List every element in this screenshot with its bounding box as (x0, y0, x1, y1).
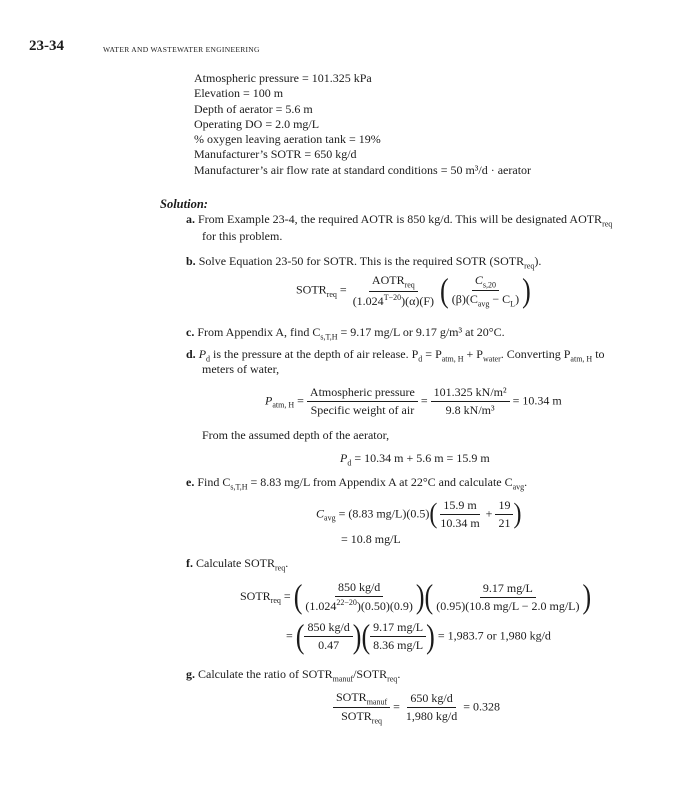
denominator: (1.024 (352, 293, 384, 308)
fraction (307, 385, 418, 418)
step-text: to (592, 347, 605, 361)
given-item: Manufacturer’s SOTR = 650 kg/d (194, 147, 357, 162)
step-text: . Converting P (500, 347, 571, 361)
given-list (194, 71, 531, 178)
step-label: f. (186, 556, 193, 570)
subscript: atm, H (570, 354, 593, 364)
subscript: atm, H (272, 400, 295, 410)
denominator: 21 (498, 516, 511, 530)
given-item: Manufacturer’s air flow rate at standard conditions = 50 m³/d · aerator (194, 162, 532, 177)
step-label: d. (186, 347, 196, 361)
step-text: Calculate SOTR (196, 556, 275, 570)
subscript: req (602, 219, 613, 229)
numerator: C (474, 273, 483, 287)
step-text: Calculate the ratio of SOTR (198, 667, 333, 681)
step-text: From Appendix A, find C (197, 325, 321, 339)
step-g (186, 667, 400, 686)
fraction (370, 620, 426, 653)
step-c (186, 325, 505, 344)
step-label: c. (186, 325, 195, 339)
solution-heading: Solution: (160, 197, 208, 211)
page-number: 23-34 (29, 38, 64, 54)
equation-f1: $SOTR_{req}$ = ( $\frac{850 kg/d}{(1.024^{22-20})(0.50)(0.9)}$ )( $\frac{9.17 mg/L}{(0.95)(10.8 mg/L - 2.0 mg/L)}$ ) (240, 577, 592, 616)
subscript: manuf (366, 697, 388, 707)
subscript: req (404, 280, 415, 290)
step-e (186, 475, 527, 494)
denominator: (β)(C (451, 292, 478, 307)
step-text: ). (534, 254, 542, 268)
subscript: avg (477, 299, 490, 309)
eq-result: = 10.34 m (512, 393, 562, 408)
fraction (350, 273, 437, 308)
denominator: )(α)(F) (401, 293, 435, 308)
step-label: g. (186, 667, 195, 681)
step-text: /SOTR (353, 667, 388, 681)
fraction (403, 691, 460, 724)
numerator: AOTR (371, 273, 405, 288)
equation-e: $C_{avg} = (8.83$ mg/L)(0.5)( $\frac{15.9 m}{10.34 m}$ + $\frac{19}{21}$ ) (316, 498, 522, 530)
step-text: is the pressure at the depth of air release. P (210, 347, 419, 361)
fraction (495, 498, 513, 531)
step-text: P (198, 347, 207, 361)
step-text: = 9.17 mg/L or 9.17 g/m³ at 20°C. (337, 325, 505, 339)
subscript: s,20 (482, 280, 496, 290)
subscript: s,T,H (230, 482, 248, 492)
numerator: 850 kg/d (335, 580, 383, 597)
eq-rhs: = 10.34 m + 5.6 m = 15.9 m (354, 451, 490, 465)
denominator: )(0.50)(0.9) (356, 599, 413, 613)
subscript: manuf (332, 674, 354, 684)
fraction (304, 620, 352, 653)
step-text: From Example 23-4, the required AOTR is 850 kg/d. This will be designated AOTR (198, 212, 603, 226)
eq-result: = 1,983.7 or 1,980 kg/d (437, 628, 551, 643)
step-text: = P (422, 347, 442, 361)
numerator: Atmospheric pressure (307, 385, 418, 402)
fraction (437, 498, 482, 531)
numerator: 650 kg/d (407, 691, 455, 708)
numerator: 9.17 mg/L (480, 581, 536, 598)
subscript: avg (512, 482, 525, 492)
superscript: T−20 (383, 292, 402, 302)
equation-e-result: = 10.8 mg/L (341, 532, 401, 546)
equation-g: $\frac{SOTR_{manuf}}{SOTR_{req}}$ = $\frac{650 kg/d}{1,980 kg/d}$ = 0.328 (333, 690, 500, 726)
fraction (333, 690, 390, 726)
eq-result: = 0.328 (463, 699, 501, 714)
step-label: e. (186, 475, 195, 489)
step-text: = 8.83 mg/L from Appendix A at 22°C and calculate C (247, 475, 513, 489)
fraction (431, 385, 510, 418)
step-b (186, 254, 541, 273)
denominator: (0.95)(10.8 mg/L − 2.0 mg/L) (436, 598, 580, 613)
subscript: s,T,H (320, 332, 338, 342)
superscript: 22−20 (336, 598, 357, 607)
step-text: . (397, 667, 401, 681)
subscript: water (482, 354, 501, 364)
given-item: Atmospheric pressure = 101.325 kPa (194, 71, 372, 85)
fraction (302, 580, 416, 614)
subscript: atm, H (441, 354, 464, 364)
subscript: d (418, 354, 423, 364)
given-item: Depth of aerator = 5.6 m (194, 101, 313, 116)
eq-lhs: P (340, 451, 348, 465)
numerator: 9.17 mg/L (370, 620, 426, 637)
step-a-cont: for this problem. (202, 229, 283, 243)
fraction (449, 273, 522, 309)
equation-d: $P_{atm, H}$ = $\frac{\text{Atmospheric pressure}}{\text{Specific weight of air}}$ = $\frac{\text{101.325 kN/m²}}{\text{9.8 kN/m³}}$ = 10.34 m (265, 385, 562, 417)
subscript: d (347, 458, 352, 468)
step-text: + P (463, 347, 483, 361)
subscript: d (206, 354, 211, 364)
running-title: WATER AND WASTEWATER ENGINEERING (103, 45, 260, 54)
denominator: 0.47 (318, 638, 340, 652)
denominator: Specific weight of air (310, 403, 415, 417)
step-text: Find C (197, 475, 231, 489)
step-text: . (285, 556, 289, 570)
step-d-cont: meters of water, (202, 362, 280, 376)
denominator: − C (489, 292, 511, 307)
step-text: . (524, 475, 528, 489)
numerator: 19 (495, 498, 513, 515)
eq-lhs: C (316, 506, 325, 521)
step-label: b. (186, 254, 196, 268)
denominator: 8.36 mg/L (373, 638, 424, 652)
numerator: SOTR (336, 690, 367, 704)
eq-lhs: SOTR (240, 588, 271, 603)
step-text: Solve Equation 23-50 for SOTR. This is the required SOTR (SOTR (198, 254, 525, 268)
numerator: 15.9 m (440, 498, 479, 515)
subscript: L (510, 299, 516, 309)
given-item: Elevation = 100 m (194, 86, 284, 101)
denominator: ) (515, 292, 520, 307)
eq-lhs: SOTR (296, 282, 327, 297)
given-item: % oxygen leaving aeration tank = 19% (194, 132, 381, 147)
step-d-note: From the assumed depth of the aerator, (202, 428, 390, 442)
subscript: req (524, 261, 535, 271)
subscript: req (270, 596, 281, 606)
subscript: avg (324, 513, 336, 523)
denominator: 1,980 kg/d (405, 709, 458, 724)
numerator: 850 kg/d (304, 620, 352, 637)
subscript: req (387, 674, 398, 684)
given-item: Operating DO = 2.0 mg/L (194, 116, 320, 131)
subscript: req (371, 716, 383, 726)
eq-lhs: P (265, 393, 273, 408)
denominator: (1.024 (305, 599, 337, 613)
subscript: req (326, 290, 337, 300)
equation-b: $SOTR_{req}$ = $\frac{AOTR_{req}}{(1.024^{T-20})(\alpha)(F)}$ ( $\frac{C_{s,20}}{(\beta)(C_{avg} - C_L)}$ ) (296, 271, 531, 310)
step-label: a. (186, 212, 195, 226)
step-f (186, 556, 288, 575)
numerator: 101.325 kN/m² (431, 385, 510, 402)
denominator: SOTR (341, 709, 372, 724)
subscript: req (274, 563, 286, 573)
equation-f2: = ( $\frac{850 kg/d}{0.47}$ )( $\frac{9.17 mg/L}{8.36 mg/L}$ ) = 1,983.7 or 1,980 kg/d (286, 617, 551, 655)
denominator: 9.8 kN/m³ (445, 403, 495, 417)
eq-rhs: = (8.83 mg/L)(0.5) (338, 506, 430, 521)
equation-d2 (340, 451, 490, 467)
fraction (433, 581, 582, 614)
denominator: 10.34 m (440, 516, 480, 530)
